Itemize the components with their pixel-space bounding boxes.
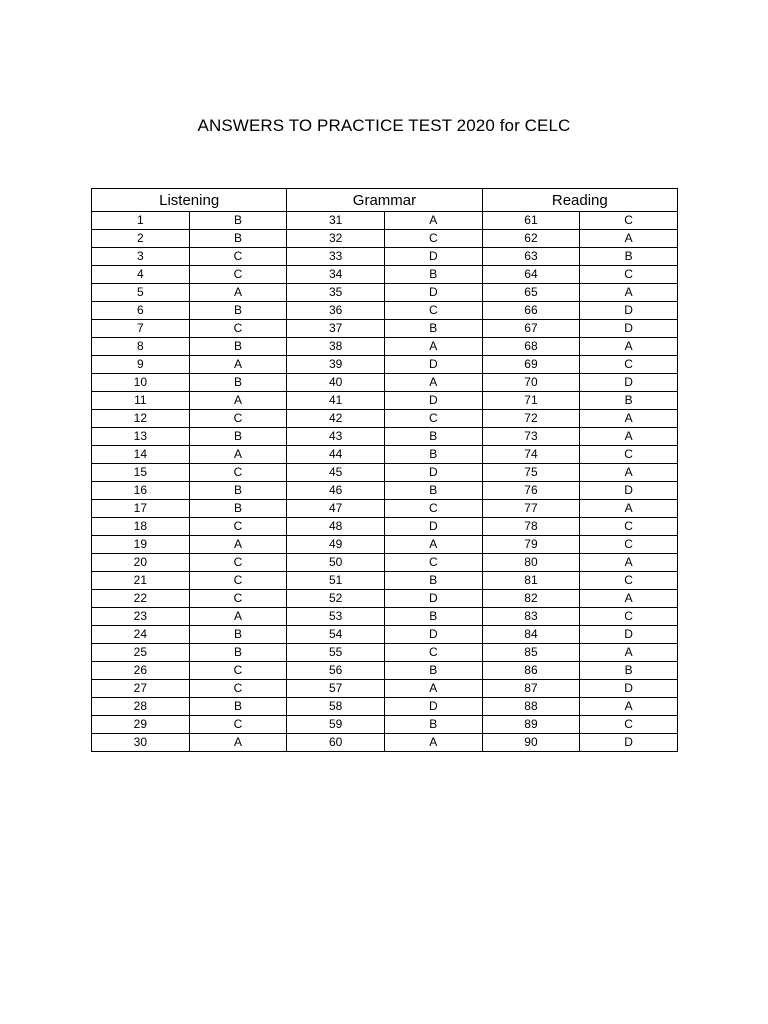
listening-question-number: 16: [92, 482, 190, 500]
section-header-grammar: Grammar: [287, 189, 482, 212]
grammar-answer: A: [384, 212, 482, 230]
table-row: [92, 716, 678, 734]
table-row: [92, 320, 678, 338]
grammar-answer: A: [384, 374, 482, 392]
grammar-answer: A: [384, 680, 482, 698]
listening-question-number: 30: [92, 734, 190, 752]
reading-answer: C: [580, 716, 678, 734]
section-header-reading: Reading: [482, 189, 677, 212]
reading-question-number: 88: [482, 698, 580, 716]
listening-question-number: 7: [92, 320, 190, 338]
reading-answer: C: [580, 356, 678, 374]
grammar-question-number: 41: [287, 392, 385, 410]
reading-question-number: 68: [482, 338, 580, 356]
grammar-question-number: 56: [287, 662, 385, 680]
listening-answer: C: [189, 464, 287, 482]
grammar-answer: D: [384, 356, 482, 374]
listening-question-number: 9: [92, 356, 190, 374]
listening-answer: A: [189, 284, 287, 302]
table-row: [92, 680, 678, 698]
reading-question-number: 72: [482, 410, 580, 428]
table-row: [92, 608, 678, 626]
table-row: [92, 248, 678, 266]
listening-question-number: 19: [92, 536, 190, 554]
grammar-answer: B: [384, 446, 482, 464]
reading-question-number: 66: [482, 302, 580, 320]
reading-question-number: 69: [482, 356, 580, 374]
table-row: [92, 374, 678, 392]
grammar-question-number: 43: [287, 428, 385, 446]
grammar-question-number: 45: [287, 464, 385, 482]
grammar-answer: C: [384, 554, 482, 572]
table-row: [92, 356, 678, 374]
grammar-question-number: 48: [287, 518, 385, 536]
reading-answer: C: [580, 518, 678, 536]
grammar-answer: C: [384, 230, 482, 248]
grammar-question-number: 54: [287, 626, 385, 644]
listening-answer: B: [189, 338, 287, 356]
grammar-answer: D: [384, 464, 482, 482]
listening-question-number: 8: [92, 338, 190, 356]
reading-answer: C: [580, 608, 678, 626]
table-row: [92, 302, 678, 320]
listening-question-number: 3: [92, 248, 190, 266]
grammar-question-number: 49: [287, 536, 385, 554]
listening-question-number: 6: [92, 302, 190, 320]
reading-question-number: 73: [482, 428, 580, 446]
listening-answer: A: [189, 608, 287, 626]
reading-answer: C: [580, 572, 678, 590]
listening-question-number: 18: [92, 518, 190, 536]
listening-answer: B: [189, 230, 287, 248]
listening-answer: B: [189, 428, 287, 446]
grammar-question-number: 51: [287, 572, 385, 590]
table-row: [92, 266, 678, 284]
listening-answer: B: [189, 302, 287, 320]
reading-answer: C: [580, 536, 678, 554]
reading-question-number: 86: [482, 662, 580, 680]
listening-answer: C: [189, 248, 287, 266]
listening-answer: C: [189, 266, 287, 284]
grammar-question-number: 34: [287, 266, 385, 284]
listening-answer: C: [189, 716, 287, 734]
grammar-question-number: 37: [287, 320, 385, 338]
reading-answer: A: [580, 428, 678, 446]
reading-answer: C: [580, 446, 678, 464]
section-header-listening: Listening: [92, 189, 287, 212]
table-row: [92, 392, 678, 410]
reading-question-number: 78: [482, 518, 580, 536]
reading-question-number: 87: [482, 680, 580, 698]
reading-answer: D: [580, 320, 678, 338]
reading-question-number: 67: [482, 320, 580, 338]
reading-question-number: 77: [482, 500, 580, 518]
grammar-answer: B: [384, 428, 482, 446]
grammar-question-number: 47: [287, 500, 385, 518]
listening-question-number: 27: [92, 680, 190, 698]
reading-answer: A: [580, 230, 678, 248]
listening-answer: A: [189, 392, 287, 410]
reading-question-number: 71: [482, 392, 580, 410]
reading-answer: A: [580, 500, 678, 518]
listening-question-number: 12: [92, 410, 190, 428]
listening-answer: C: [189, 518, 287, 536]
reading-question-number: 65: [482, 284, 580, 302]
listening-question-number: 2: [92, 230, 190, 248]
grammar-answer: C: [384, 410, 482, 428]
grammar-answer: B: [384, 266, 482, 284]
page-title: ANSWERS TO PRACTICE TEST 2020 for CELC: [197, 116, 571, 135]
table-row: [92, 338, 678, 356]
reading-question-number: 61: [482, 212, 580, 230]
table-row: [92, 284, 678, 302]
table-row: [92, 662, 678, 680]
reading-question-number: 75: [482, 464, 580, 482]
grammar-question-number: 55: [287, 644, 385, 662]
reading-question-number: 70: [482, 374, 580, 392]
listening-question-number: 29: [92, 716, 190, 734]
table-row: [92, 626, 678, 644]
grammar-answer: B: [384, 716, 482, 734]
listening-question-number: 14: [92, 446, 190, 464]
grammar-question-number: 52: [287, 590, 385, 608]
listening-question-number: 11: [92, 392, 190, 410]
listening-answer: C: [189, 320, 287, 338]
grammar-answer: B: [384, 662, 482, 680]
reading-answer: A: [580, 590, 678, 608]
grammar-question-number: 42: [287, 410, 385, 428]
grammar-answer: D: [384, 518, 482, 536]
reading-answer: A: [580, 464, 678, 482]
reading-answer: D: [580, 302, 678, 320]
table-row: [92, 644, 678, 662]
listening-answer: C: [189, 572, 287, 590]
reading-answer: A: [580, 644, 678, 662]
reading-question-number: 79: [482, 536, 580, 554]
reading-answer: D: [580, 626, 678, 644]
listening-answer: B: [189, 212, 287, 230]
grammar-answer: D: [384, 698, 482, 716]
listening-question-number: 26: [92, 662, 190, 680]
listening-question-number: 24: [92, 626, 190, 644]
listening-answer: C: [189, 590, 287, 608]
listening-answer: A: [189, 446, 287, 464]
table-row: [92, 212, 678, 230]
reading-answer: A: [580, 410, 678, 428]
reading-question-number: 90: [482, 734, 580, 752]
table-row: [92, 500, 678, 518]
reading-answer: D: [580, 374, 678, 392]
table-row: [92, 464, 678, 482]
listening-question-number: 10: [92, 374, 190, 392]
reading-question-number: 82: [482, 590, 580, 608]
listening-answer: B: [189, 626, 287, 644]
grammar-question-number: 31: [287, 212, 385, 230]
listening-answer: C: [189, 554, 287, 572]
reading-answer: A: [580, 284, 678, 302]
table-row: [92, 590, 678, 608]
grammar-answer: C: [384, 302, 482, 320]
listening-question-number: 1: [92, 212, 190, 230]
reading-question-number: 62: [482, 230, 580, 248]
table-row: [92, 482, 678, 500]
table-row: [92, 554, 678, 572]
table-row: [92, 428, 678, 446]
listening-answer: A: [189, 734, 287, 752]
grammar-answer: D: [384, 248, 482, 266]
listening-question-number: 4: [92, 266, 190, 284]
reading-question-number: 84: [482, 626, 580, 644]
reading-answer: C: [580, 266, 678, 284]
listening-answer: C: [189, 680, 287, 698]
grammar-answer: D: [384, 626, 482, 644]
reading-answer: B: [580, 392, 678, 410]
reading-answer: A: [580, 554, 678, 572]
grammar-question-number: 36: [287, 302, 385, 320]
grammar-question-number: 35: [287, 284, 385, 302]
listening-question-number: 17: [92, 500, 190, 518]
grammar-answer: A: [384, 338, 482, 356]
grammar-answer: D: [384, 284, 482, 302]
grammar-question-number: 38: [287, 338, 385, 356]
listening-question-number: 13: [92, 428, 190, 446]
listening-answer: C: [189, 662, 287, 680]
grammar-answer: D: [384, 590, 482, 608]
grammar-answer: D: [384, 392, 482, 410]
listening-question-number: 28: [92, 698, 190, 716]
listening-answer: B: [189, 500, 287, 518]
listening-answer: B: [189, 644, 287, 662]
reading-question-number: 64: [482, 266, 580, 284]
reading-answer: A: [580, 698, 678, 716]
reading-question-number: 76: [482, 482, 580, 500]
grammar-question-number: 53: [287, 608, 385, 626]
listening-question-number: 20: [92, 554, 190, 572]
section-header-row: [92, 189, 678, 212]
reading-answer: D: [580, 482, 678, 500]
reading-question-number: 83: [482, 608, 580, 626]
reading-answer: C: [580, 212, 678, 230]
answer-key-table: [91, 188, 678, 752]
reading-question-number: 81: [482, 572, 580, 590]
reading-answer: A: [580, 338, 678, 356]
grammar-question-number: 39: [287, 356, 385, 374]
listening-answer: B: [189, 374, 287, 392]
reading-question-number: 63: [482, 248, 580, 266]
listening-answer: B: [189, 698, 287, 716]
grammar-question-number: 32: [287, 230, 385, 248]
listening-question-number: 25: [92, 644, 190, 662]
answer-rows: [92, 212, 678, 752]
reading-question-number: 80: [482, 554, 580, 572]
reading-answer: D: [580, 680, 678, 698]
table-row: [92, 518, 678, 536]
grammar-answer: A: [384, 536, 482, 554]
grammar-question-number: 60: [287, 734, 385, 752]
grammar-answer: B: [384, 482, 482, 500]
table-row: [92, 698, 678, 716]
listening-question-number: 23: [92, 608, 190, 626]
grammar-question-number: 58: [287, 698, 385, 716]
reading-answer: B: [580, 662, 678, 680]
listening-answer: C: [189, 410, 287, 428]
table-row: [92, 734, 678, 752]
grammar-question-number: 59: [287, 716, 385, 734]
listening-question-number: 21: [92, 572, 190, 590]
grammar-answer: B: [384, 572, 482, 590]
reading-answer: B: [580, 248, 678, 266]
table-row: [92, 230, 678, 248]
grammar-answer: C: [384, 500, 482, 518]
listening-answer: A: [189, 536, 287, 554]
listening-answer: B: [189, 482, 287, 500]
grammar-question-number: 46: [287, 482, 385, 500]
table-row: [92, 572, 678, 590]
listening-answer: A: [189, 356, 287, 374]
grammar-question-number: 50: [287, 554, 385, 572]
grammar-question-number: 57: [287, 680, 385, 698]
table-row: [92, 410, 678, 428]
grammar-question-number: 44: [287, 446, 385, 464]
listening-question-number: 22: [92, 590, 190, 608]
grammar-answer: B: [384, 608, 482, 626]
listening-question-number: 15: [92, 464, 190, 482]
reading-answer: D: [580, 734, 678, 752]
reading-question-number: 74: [482, 446, 580, 464]
grammar-question-number: 33: [287, 248, 385, 266]
grammar-question-number: 40: [287, 374, 385, 392]
grammar-answer: B: [384, 320, 482, 338]
reading-question-number: 85: [482, 644, 580, 662]
table-row: [92, 536, 678, 554]
grammar-answer: C: [384, 644, 482, 662]
listening-question-number: 5: [92, 284, 190, 302]
grammar-answer: A: [384, 734, 482, 752]
reading-question-number: 89: [482, 716, 580, 734]
table-row: [92, 446, 678, 464]
